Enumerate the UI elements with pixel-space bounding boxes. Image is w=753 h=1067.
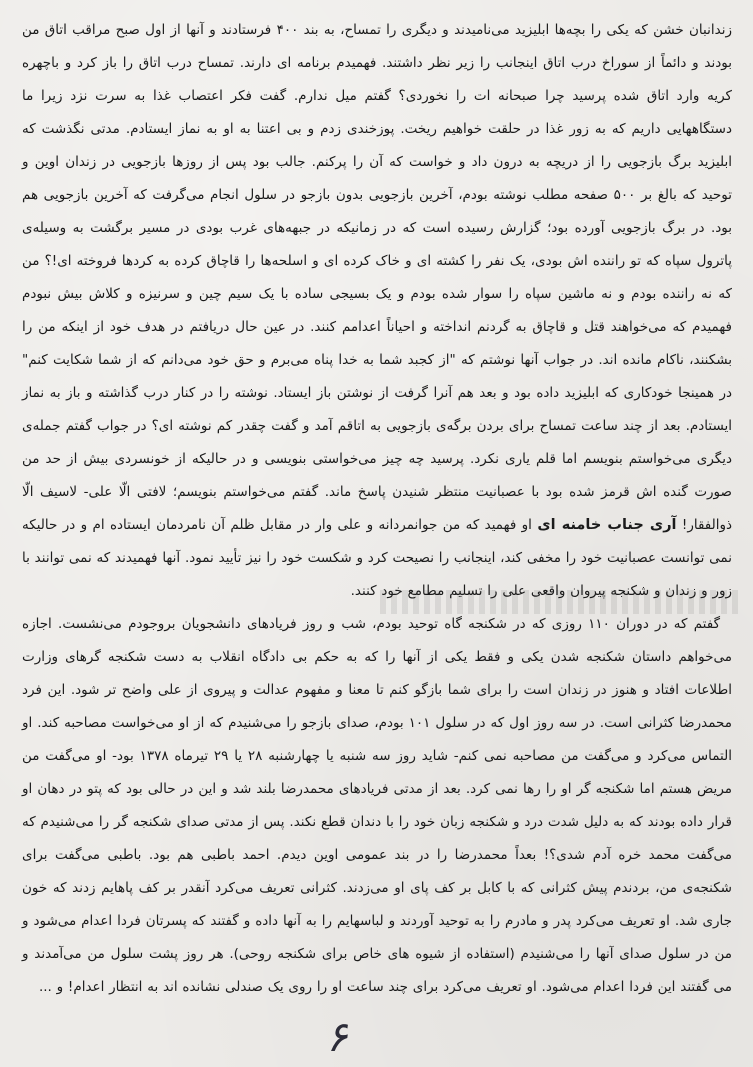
body-text: [22, 14, 732, 1004]
paragraph-1: [22, 14, 732, 608]
paragraph-2-text: گفتم که در دوران ۱۱۰ روزی که در شکنجه گاه توحید بودم، شب و روز فریادهای دانشجویان بروجودم می‌نشست. اجازه می‌خواهم داستان شکنجه شدن یکی و فقط یکی از آنها را که به حکم بی دادگاه انقلاب به دست شکنجه گرهای وزارت اطلاعات افتاد و هنوز در زندان است را برای شما بازگو کنم تا معنا و مفهوم عدالت و پیروی از علی واضح تر شود. این فرد محمدرضا کثرانی است. در سه روز اول که در سلول ۱۰۱ بودم، صدای بازجو را می‌شنیدم که از او می‌خواست مصاحبه کند. او التماس می‌کرد و می‌گفت من مصاحبه نمی کنم- شاید روز سه شنبه یا چهارشنبه ۲۸ یا ۲۹ تیرماه ۱۳۷۸ بود- او می‌گفت من مریض هستم اما شکنجه گر او را رها نمی کرد. بعد از مدتی فریادهای محمدرضا بلند شد و این در حالی بود که پتو در دهان او قرار داده بودند که به دلیل شدت درد و شکنجه زبان خود را با دندان قطع نکند. پس از مدتی صدای شکنجه گر را می‌شنیدم که می‌گفت محمد خره آدم شدی؟! بعداً محمدرضا را در بند عمومی اوین دیدم. احمد باطبی هم بود. باطبی می‌گفت برای شکنجه‌ی من، بردندم پیش کثرانی که با کابل بر کف پای او می‌زدند. کثرانی تعریف می‌کرد آنقدر بر کف پاهایم زدند که خون جاری شد. او تعریف می‌کرد پدر و مادرم را به توحید آوردند و لباسهایم را به آنها داده و گفتند که پسرتان فردا اعدام می‌شود و من در سلول صدای آنها را می‌شنیدم (استفاده از شیوه های خاص برای شکنجه روحی). هر روز پشت سلول من می‌آمدند و می گفتند این فردا اعدام می‌شود. او تعریف می‌کرد برای چند ساعت او را روی یک صندلی نشانده اند به انتظار اعدام! و ...: [22, 616, 732, 995]
emphasized-phrase: آری جناب خامنه ای: [537, 517, 677, 533]
page-number: ۶: [325, 1012, 355, 1061]
paragraph-1-text: زندانبان خشن که یکی را بچه‌ها ابلیزید می‌نامیدند و دیگری را تمساح، به بند ۴۰۰ فرستادند و آنها از اول صبح مراقب اتاق من بودند و دائماً از سوراخ درب اتاق اینجانب را زیر نظر داشتند. فهمیدم برنامه ای دارند. تمساح درب اتاق را باز کرد و باچهره کریه وارد اتاق شده پرسید چرا صبحانه ات را نخوردی؟ گفتم میل ندارم. گفت فکر اعتصاب غذا به سرت نزد زیرا ما دستگاههایی داریم که به زور غذا در حلقت خواهیم ریخت. پوزخندی زدم و بی اعتنا به او به نماز ایستادم. مدتی نگذشت که ابلیزید برگ بازجویی را از دریچه به درون داد و خواست که آن را پرکنم. جالب بود پس از روزها بازجویی در زندان اوین و توحید که بالغ بر ۵۰۰ صفحه مطلب نوشته بودم، آخرین بازجویی بدون بازجو در سلول انجام می‌گرفت که آخرین بازجویی هم بود. در برگ بازجویی آورده بود؛ گزارش رسیده است که در زمانیکه در جبهه‌های غرب بودی در مسیر برگشت به وسیله‌ی پاترول سپاه که تو راننده اش بودی، یک نفر را کشته ای و خاک کرده ای و اسلحه‌ها را قاچاق کرده به کردها فروخته ای!؟ من که نه راننده بودم و نه ماشین سپاه را سوار شده بودم و یک بسیجی ساده با یک سیم چین و سرنیزه و کلاش بیش نبودم فهمیدم که می‌خواهند قتل و قاچاق به گردنم انداخته و احیاناً اعدامم کنند. در عین حال دریافتم در هدف خود از اینکه من را بشکنند، ناکام مانده اند. در جواب آنها نوشتم که "از کجبد شما به خدا پناه می‌برم و حق خود می‌دانم که از شما شکایت کنم" در همینجا خودکاری که ابلیزید داده بود و بعد هم آنرا گرفت از نوشتن باز ایستاد. نوشته را در کنار درب گذاشته و باز به نماز ایستادم. بعد از چند ساعت تمساح برای بردن برگه‌ی بازجویی به اتاقم آمد و گفت چقدر کم نوشته ای؟ در جواب گفتم جمله‌ی دیگری می‌خواستم بنویسم اما قلم یاری نکرد. پرسید چه چیز می‌خواستی بنویسی و در حالیکه از خونسردی بیش از حد من صورت گنده اش قرمز شده بود با عصبانیت منتظر شنیدن پاسخ ماند. گفتم می‌خواستم بنویسم؛ لافتی الّا علی- لاسیف الّا ذوالفقار!: [22, 22, 733, 533]
paragraph-1-continuation: او فهمید که من جوانمردانه و علی وار در مقابل ظلم آن نامردمان ایستاده ام و در حالیکه نمی توانست عصبانیت خود را مخفی کند، اینجانب را نصیحت کرد و شکست خود را نیز تأیید نمود. آنها فهمیدند که نمی توانند با زور و زندان و شکنجه پیروان واقعی علی را تسلیم مطامع خود کنند.: [22, 517, 732, 599]
paragraph-2: [22, 608, 732, 1004]
